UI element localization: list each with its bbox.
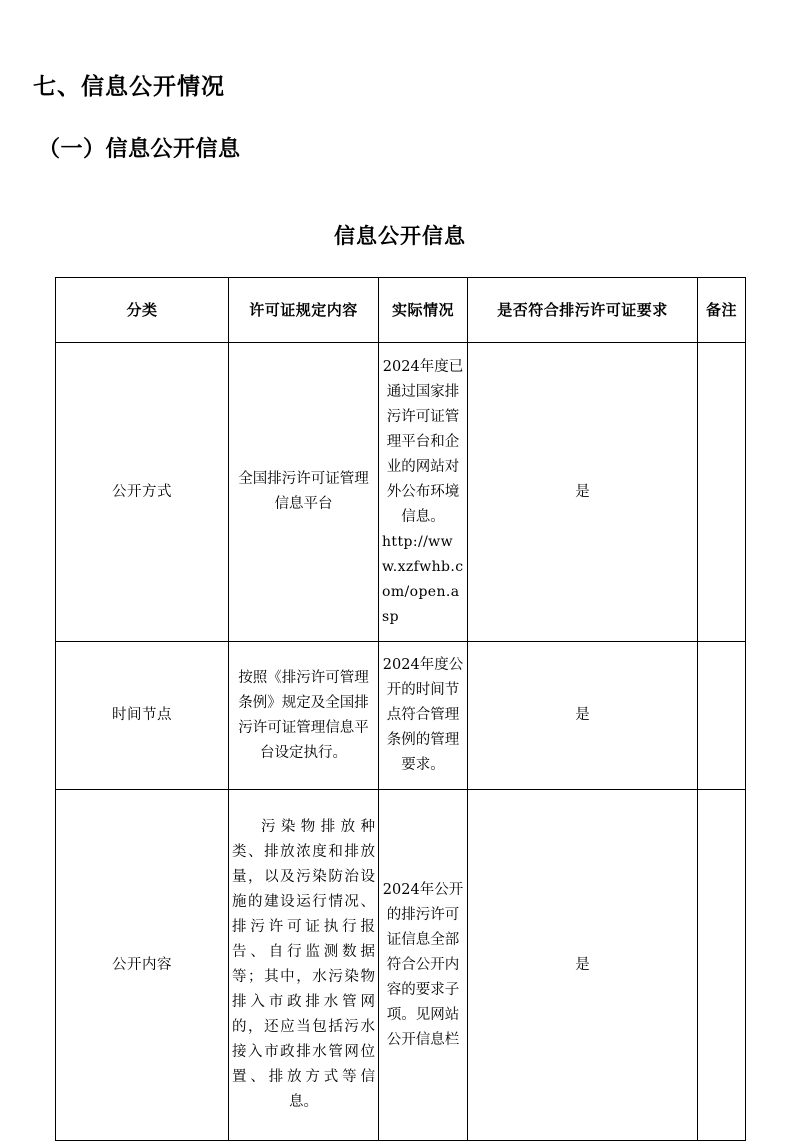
cell-note [698, 790, 746, 1141]
cell-note [698, 343, 746, 642]
cell-permit-requirement [229, 790, 379, 1141]
column-header-actual-situation: 实际情况 [379, 278, 468, 343]
table-header-row [56, 278, 746, 343]
table-row [56, 343, 746, 642]
table-caption: 信息公开信息 [334, 224, 466, 248]
column-header-note: 备注 [698, 278, 746, 343]
table-row [56, 642, 746, 790]
section-heading: 七、信息公开情况 [33, 74, 225, 100]
cell-actual-situation: 2024年公开的排污许可证信息全部符合公开内容的要求子项。见网站公开信息栏 [379, 790, 468, 1141]
cell-category: 公开方式 [56, 343, 229, 642]
table-row [56, 790, 746, 1141]
info-disclosure-table [55, 277, 746, 1141]
cell-actual-situation: 2024年度公开的时间节点符合管理条例的管理要求。 [379, 642, 468, 790]
cell-category: 公开内容 [56, 790, 229, 1141]
column-header-category: 分类 [56, 278, 229, 343]
column-header-compliance: 是否符合排污许可证要求 [468, 278, 698, 343]
cell-permit-requirement: 全国排污许可证管理信息平台 [229, 343, 379, 642]
cell-compliance: 是 [468, 790, 698, 1141]
cell-actual-situation [379, 343, 468, 642]
cell-compliance: 是 [468, 343, 698, 642]
subsection-heading: （一）信息公开信息 [38, 136, 241, 162]
info-disclosure-table-wrapper [55, 277, 745, 1141]
cell-permit-requirement: 按照《排污许可管理条例》规定及全国排污许可证管理信息平台设定执行。 [229, 642, 379, 790]
actual-situation-text: 2024年度已通过国家排污许可证管理平台和企业的网站对外公布环境信息。 [382, 358, 464, 525]
column-header-permit-requirement: 许可证规定内容 [229, 278, 379, 343]
cell-note [698, 642, 746, 790]
disclosure-url: http://www.xzfwhb.com/open.asp [382, 533, 464, 625]
cell-compliance: 是 [468, 642, 698, 790]
permit-requirement-text: 污染物排放种类、排放浓度和排放量，以及污染防治设施的建设运行情况、排污许可证执行报告、自行监测数据等；其中，水污染物排入市政排水管网的，还应当包括污水接入市政排水管网位置、排放方式等信息。 [232, 819, 375, 1110]
cell-category: 时间节点 [56, 642, 229, 790]
